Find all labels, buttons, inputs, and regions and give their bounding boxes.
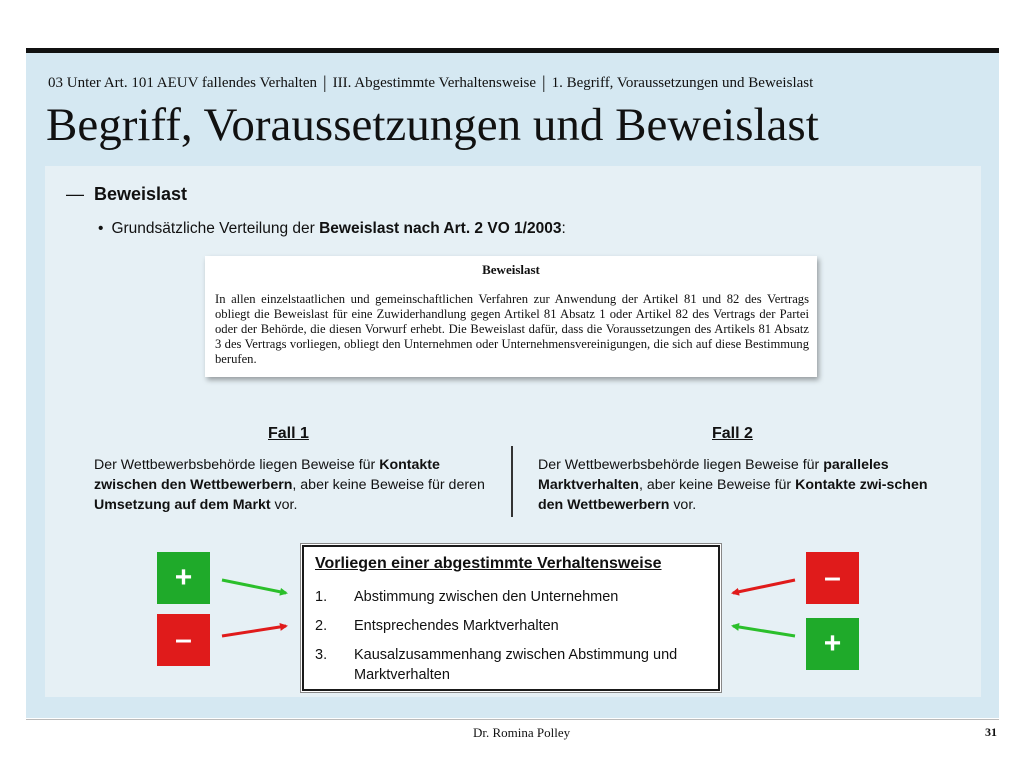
requirements-list [315,587,710,694]
fall2-text-part: Der Wettbewerbsbehörde liegen Beweise für [538,457,824,473]
list-item [315,645,710,685]
breadcrumb-item: III. Abgestimmte Verhaltensweise [332,75,537,91]
page-title: Begriff, Voraussetzungen und Beweislast [46,99,819,151]
fall2-bold-part: Kontakte zwi-schen den Wettbewerbern [538,477,928,513]
requirements-box [302,545,720,691]
bullet-bold-text: Beweislast nach Art. 2 VO 1/2003 [319,220,562,237]
plus-icon: + [157,552,210,604]
fall2-heading: Fall 2 [712,425,753,442]
fall2-text-part: vor. [669,497,697,513]
fall1-text-part: Der Wettbewerbsbehörde liegen Beweise für [94,457,380,473]
fall2-text-part: , aber keine Beweise für [638,477,796,493]
arrow-right-icon [222,580,286,593]
arrow-right-icon [222,626,286,636]
bullet-icon: • [98,220,104,237]
arrow-left-icon [733,580,795,593]
page-number: 31 [985,725,997,739]
requirements-heading: Vorliegen einer abgestimmte Verhaltensweise [315,555,662,572]
item-number: 1. [315,589,328,605]
breadcrumb-item: 03 Unter Art. 101 AEUV fallendes Verhalten [48,75,317,91]
dash-marker: — [66,184,84,204]
item-text: Kausalzusammenhang zwischen Abstimmung und Marktverhalten [354,647,678,683]
section-heading-text: Beweislast [94,184,188,204]
excerpt-title: Beweislast [482,262,540,277]
fall1-heading: Fall 1 [268,425,309,442]
item-number: 3. [315,647,328,663]
footer-author: Dr. Romina Polley [473,725,571,740]
bullet-text: Grundsätzliche Verteilung der [111,220,320,237]
item-number: 2. [315,618,328,634]
minus-icon: – [157,614,210,666]
fall1-bold-part: Umsetzung auf dem Markt [94,497,271,513]
breadcrumb-separator: | [322,72,327,92]
breadcrumb-item: 1. Begriff, Voraussetzungen und Beweislast [551,75,814,91]
fall2-bold-part: paralleles Marktverhalten [538,457,889,493]
breadcrumb-separator: | [542,72,546,92]
list-item [315,616,710,636]
minus-icon: – [806,552,859,604]
excerpt-body: In allen einzelstaatlichen und gemeinschaftlichen Verfahren zur Anwendung der Artikel 81 und 82 des Vertrags obliegt die Beweislast für eine Zuwiderhandlung gegen Artikel 81 Absatz 1 oder Artikel 82 des Vertrags der Partei oder der Behörde, die diesen Vorwurf erhebt. Die Beweislast dafür, dass die Voraussetzungen des Artikels 81 Absatz 3 des Vertrags vorliegen, obliegt den Unternehmen oder Unternehmensvereinigungen, die sich auf diese Bestimmung berufen. [215,292,809,366]
bullet-colon: : [561,220,566,237]
fall1-text-part: vor. [270,497,298,513]
footer-rule [26,719,999,720]
fall1-bold-part: Kontakte zwischen den Wettbewerbern [94,457,440,493]
item-text: Abstimmung zwischen den Unternehmen [354,589,619,605]
item-text: Entsprechendes Marktverhalten [354,618,559,634]
plus-icon: + [806,618,859,670]
fall1-text-part: , aber keine Beweise für deren [292,477,485,493]
arrow-left-icon [733,626,795,636]
list-item [315,587,710,607]
